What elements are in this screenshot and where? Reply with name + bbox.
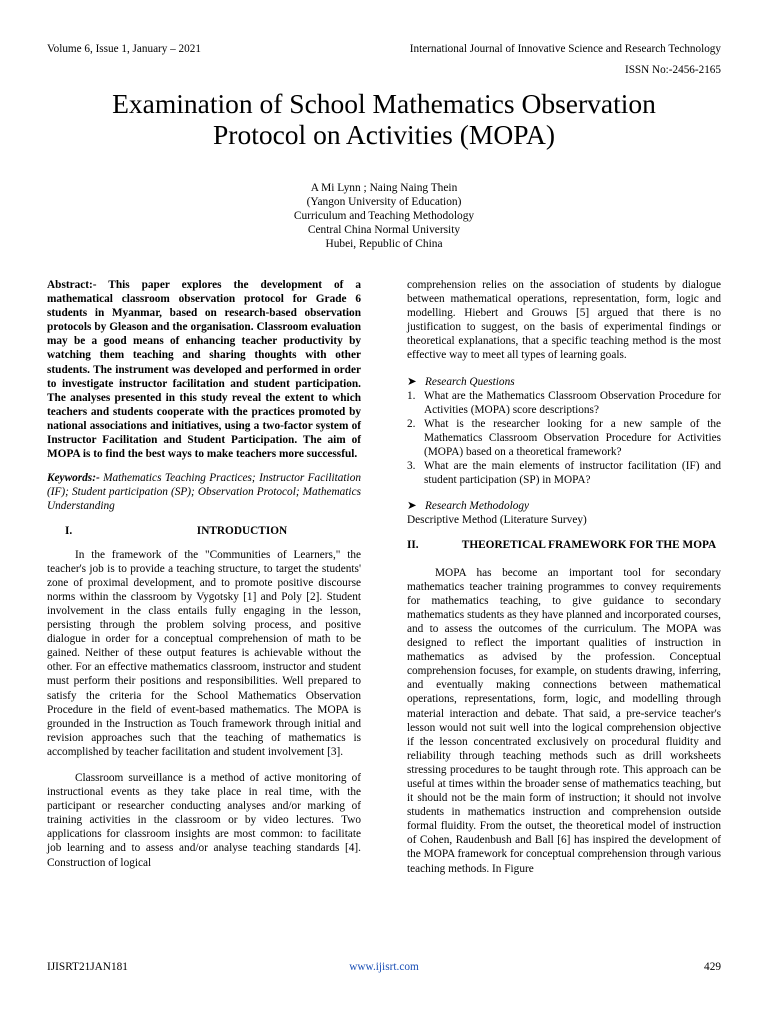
question-number: 3. [407, 460, 416, 473]
question-number: 2. [407, 417, 416, 430]
list-item [407, 389, 721, 417]
title-line-1: Examination of School Mathematics Observation [112, 88, 656, 119]
section-1-number: I. [65, 524, 73, 537]
section-1-heading [47, 524, 361, 538]
section-1-title: INTRODUCTION [196, 524, 288, 537]
research-methodology-heading [407, 499, 721, 513]
keywords [47, 471, 361, 513]
section-2-title: THEORETICAL FRAMEWORK FOR THE MOPA [461, 538, 717, 551]
keywords-text: Mathematics Teaching Practices; Instructor Facilitation (IF); Student participation (SP); Observation Protocol; Mathematics Understanding [47, 472, 361, 513]
question-number: 1. [407, 389, 416, 402]
journal-website-link[interactable]: www.ijisrt.com [349, 961, 419, 973]
left-column [47, 278, 361, 870]
author-names: A Mi Lynn ; Naing Naing Thein [310, 182, 458, 194]
keywords-label: Keywords:- [47, 472, 100, 485]
affiliation-2: Curriculum and Teaching Methodology [293, 210, 475, 223]
right-column [407, 278, 721, 876]
research-questions-heading [407, 375, 721, 389]
section-2-heading [407, 538, 721, 552]
question-text: What are the Mathematics Classroom Observation Procedure for Activities (MOPA) score descriptions? [424, 389, 721, 416]
question-text: What is the researcher looking for a new sample of the Mathematics Classroom Observation Procedure for Activities (MOPA) based on a theoretical framework? [424, 417, 721, 459]
journal-name: International Journal of Innovative Science and Research Technology [409, 43, 721, 55]
research-questions-label: Research Questions [425, 375, 515, 388]
title-line-2: Protocol on Activities (MOPA) [213, 119, 555, 150]
paper-code: IJISRT21JAN181 [47, 961, 128, 973]
author-block [100, 181, 668, 251]
affiliation-1: (Yangon University of Education) [306, 196, 462, 209]
research-methodology-text: Descriptive Method (Literature Survey) [407, 514, 587, 527]
section-2-number: II. [407, 538, 419, 551]
continuation-paragraph: comprehension relies on the association of students by dialogue between mathematical operations, representation, form, logic and modelling. Hiebert and Grouws [5] argued that there is no justification to suggest, on the basis of experimental findings or theoretical explanations, that a specific teaching method is the most effective way to meet all types of learning goals. [407, 279, 721, 362]
framework-paragraph: MOPA has become an important tool for secondary mathematics teacher training programmes to convey requirements for mathematics teaching, to give guidance to secondary mathematics students as they have planned and incorporated courses, and to assess the outcomes of the curriculum. The MOPA was designed to reflect the important qualities of instruction in mathematics as advised by the profession. Conceptual comprehension focuses, for example, on students drawing, inferring, and eventually making connections between mathematical operations, representations, form, logic, and modelling through material interaction and debate. That said, a pre-service teacher's lesson would not suit well into the logical comprehension objective if the lesson concentrated exclusively on procedural fluidity and reliability through teaching methods such as drill worksheets stressing procedures to be taught through rote. This approach can be useful at times within the broader sense of mathematics teaching, but it should not be the main form of instruction; it should not involve students in mathematics instruction and comprehension outside formal fluidity. From the outset, the theoretical model of instruction of Cohen, Raudenbush and Ball [6] has inspired the development of the MOPA framework for conceptual comprehension through various teaching methods. In Figure [407, 566, 721, 875]
research-questions-list [407, 389, 721, 488]
arrow-bullet-icon: ➤ [407, 500, 417, 513]
paper-title [40, 88, 728, 150]
intro-paragraph-1: In the framework of the "Communities of Learners," the teacher's job is to provide a teaching structure, to target the students' zone of proximal development, and to promote positive discourse norms within the classroom by Vygotsky [1] and Poly [2]. Student involvement in the class entails fully engaging in the lesson, persisting through the problem solving process, and positive dialogue in order for a conceptual comprehension of math to be gained. Neither of these output features is achievable without the other. For an effective mathematics classroom, instructor and student must perform their positions and responsibilities. Well prepared to satisfy the criteria for the School Mathematics Observation Procedure in the field of event-based mathematics. The MOPA is grounded in the Instruction as Touch framework through initial and revision approaches such that the teaching of mathematics is accomplished by teacher facilitation and student involvement [3]. [47, 548, 361, 758]
affiliation-3: Central China Normal University [307, 224, 461, 237]
page-number: 429 [704, 961, 721, 973]
intro-paragraph-2: Classroom surveillance is a method of active monitoring of instructional events as they take place in real time, with the participant or researcher conducting analyses and/or marking of training activities in the classroom or by video lectures. Two applications for classroom insights are most common: to facilitate job learning and to assess and/or analyse teaching standards [4]. Construction of logical [47, 772, 361, 869]
affiliation-4: Hubei, Republic of China [325, 238, 443, 251]
arrow-bullet-icon: ➤ [407, 375, 417, 388]
issn: ISSN No:-2456-2165 [624, 64, 721, 76]
volume-info: Volume 6, Issue 1, January – 2021 [47, 43, 201, 55]
list-item [407, 459, 721, 487]
question-text: What are the main elements of instructor facilitation (IF) and student participation (SP) in MOPA? [424, 460, 721, 487]
research-methodology-label: Research Methodology [425, 500, 530, 513]
abstract: Abstract:- This paper explores the development of a mathematical classroom observation protocol for Grade 6 students in Myanmar, based on research-based observation protocols by Gleason and the organisation. Classroom evaluation may be a good means of enhancing teacher productivity by watching them teaching and sharing thoughts with other students. The instrument was developed and performed in order to investigate instructor facilitation and student participation. The analyses presented in this study reveal the extent to which teachers and students cooperate with the practices promoted by national associations and initiatives, using a two-factor system of Instructor Facilitation and Student Participation. The aim of MOPA is to find the best ways to make teachers more successful. [47, 279, 361, 461]
list-item [407, 417, 721, 459]
